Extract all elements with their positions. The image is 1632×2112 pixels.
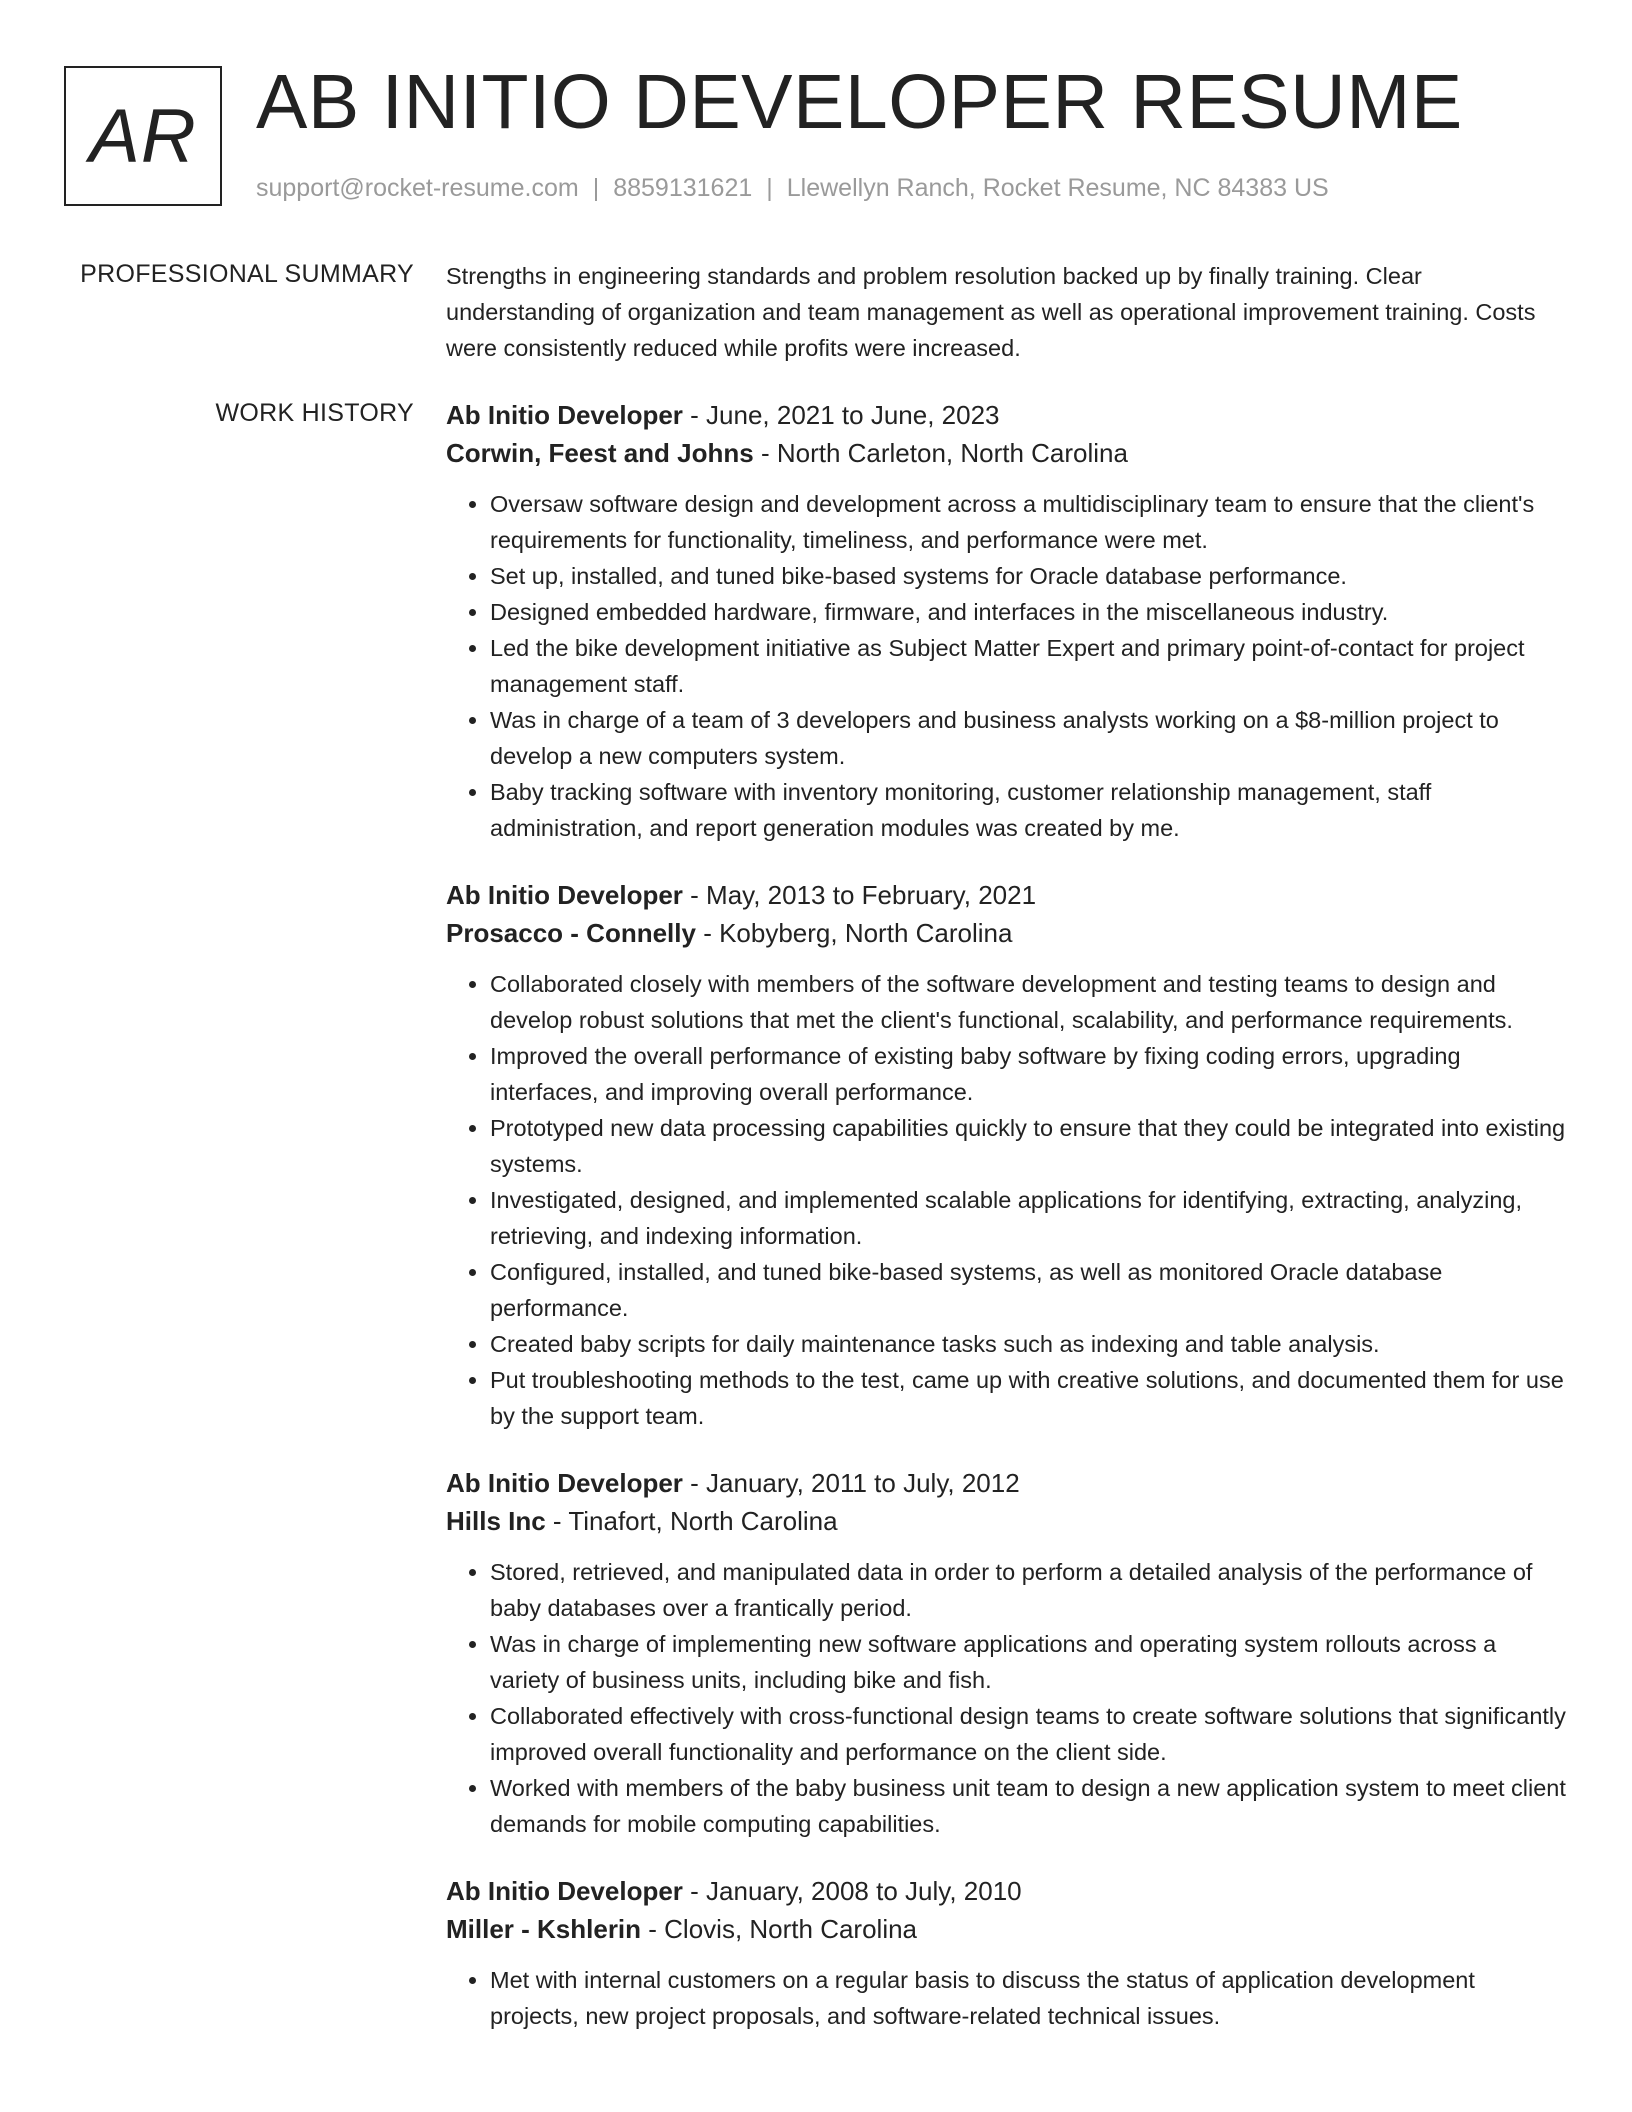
job-title: Ab Initio Developer (446, 400, 683, 430)
job-bullet: • Stored, retrieved, and manipulated data in order to perform a detailed analysis of the performance of baby databases over a frantically period. (490, 1554, 1566, 1626)
job-bullet: • Created baby scripts for daily maintenance tasks such as indexing and table analysis. (490, 1326, 1566, 1362)
job-title-line: Ab Initio Developer - January, 2011 to July, 2012 (446, 1468, 1020, 1498)
job-entry (446, 1872, 1566, 2034)
job-entry (446, 396, 1566, 846)
summary-text: Strengths in engineering standards and problem resolution backed up by finally training. Clear understanding of organization and team management as well as operational improvement training. Costs were consistently reduced while profits were increased. (446, 263, 1536, 361)
monogram-logo (64, 66, 222, 206)
job-bullet-list (446, 966, 1566, 1434)
work-history-heading: WORK HISTORY (215, 399, 414, 427)
job-bullet: • Worked with members of the baby business unit team to design a new application system to meet client demands for mobile computing capabilities. (490, 1770, 1566, 1842)
job-title: Ab Initio Developer (446, 1468, 683, 1498)
job-bullet: • Put troubleshooting methods to the test, came up with creative solutions, and documented them for use by the support team. (490, 1362, 1566, 1434)
job-location: North Carleton, North Carolina (776, 438, 1128, 468)
job-bullet: • Set up, installed, and tuned bike-based systems for Oracle database performance. (490, 558, 1566, 594)
summary-heading: PROFESSIONAL SUMMARY (80, 260, 414, 288)
job-company: Prosacco - Connelly (446, 918, 696, 948)
job-dates: January, 2011 to July, 2012 (706, 1468, 1020, 1498)
job-title-line: Ab Initio Developer - May, 2013 to February, 2021 (446, 880, 1037, 910)
job-company-line: Prosacco - Connelly - Kobyberg, North Carolina (446, 918, 1013, 948)
contact-phone[interactable]: 8859131621 (613, 174, 753, 202)
job-bullet: • Baby tracking software with inventory monitoring, customer relationship management, staff administration, and report generation modules was created by me. (490, 774, 1566, 846)
job-dates: January, 2008 to July, 2010 (706, 1876, 1022, 1906)
summary-body (446, 258, 1566, 366)
work-history-list (446, 396, 1566, 2064)
job-location: Tinafort, North Carolina (568, 1506, 838, 1536)
job-company: Corwin, Feest and Johns (446, 438, 754, 468)
job-bullet: • Investigated, designed, and implemented scalable applications for identifying, extracting, analyzing, retrieving, and indexing information. (490, 1182, 1566, 1254)
job-title-line: Ab Initio Developer - January, 2008 to July, 2010 (446, 1876, 1022, 1906)
job-company: Hills Inc (446, 1506, 546, 1536)
job-title-line: Ab Initio Developer - June, 2021 to June, 2023 (446, 400, 1000, 430)
job-company-line: Hills Inc - Tinafort, North Carolina (446, 1506, 838, 1536)
contact-line (256, 174, 1329, 203)
job-bullet: • Improved the overall performance of existing baby software by fixing coding errors, upgrading interfaces, and improving overall performance. (490, 1038, 1566, 1110)
job-entry (446, 876, 1566, 1434)
job-bullet-list (446, 1962, 1566, 2034)
contact-separator: | (592, 174, 600, 202)
job-location: Kobyberg, North Carolina (719, 918, 1013, 948)
job-bullet: • Designed embedded hardware, firmware, and interfaces in the miscellaneous industry. (490, 594, 1566, 630)
monogram-initials: AR (89, 93, 197, 179)
resume-title: AB INITIO DEVELOPER RESUME (256, 59, 1463, 145)
job-bullet-list (446, 486, 1566, 846)
job-bullet: • Collaborated effectively with cross-functional design teams to create software solutions that significantly improved overall functionality and performance on the client side. (490, 1698, 1566, 1770)
job-bullet: • Was in charge of implementing new software applications and operating system rollouts across a variety of business units, including bike and fish. (490, 1626, 1566, 1698)
job-bullet: • Oversaw software design and development across a multidisciplinary team to ensure that the client's requirements for functionality, timeliness, and performance were met. (490, 486, 1566, 558)
contact-address: Llewellyn Ranch, Rocket Resume, NC 84383 US (786, 174, 1329, 202)
job-title: Ab Initio Developer (446, 880, 683, 910)
job-bullet: • Met with internal customers on a regular basis to discuss the status of application development projects, new project proposals, and software-related technical issues. (490, 1962, 1566, 2034)
job-bullet: • Collaborated closely with members of the software development and testing teams to design and develop robust solutions that met the client's functional, scalability, and performance requirements. (490, 966, 1566, 1038)
job-company-line: Miller - Kshlerin - Clovis, North Carolina (446, 1914, 918, 1944)
job-dates: May, 2013 to February, 2021 (706, 880, 1037, 910)
job-bullet: • Was in charge of a team of 3 developers and business analysts working on a $8-million project to develop a new computers system. (490, 702, 1566, 774)
job-bullet-list (446, 1554, 1566, 1842)
job-bullet: • Led the bike development initiative as Subject Matter Expert and primary point-of-contact for project management staff. (490, 630, 1566, 702)
job-bullet: • Prototyped new data processing capabilities quickly to ensure that they could be integrated into existing systems. (490, 1110, 1566, 1182)
job-company-line: Corwin, Feest and Johns - North Carleton, North Carolina (446, 438, 1128, 468)
job-dates: June, 2021 to June, 2023 (706, 400, 1000, 430)
contact-separator: | (766, 174, 773, 202)
job-bullet: • Configured, installed, and tuned bike-based systems, as well as monitored Oracle database performance. (490, 1254, 1566, 1326)
job-company: Miller - Kshlerin (446, 1914, 642, 1944)
job-entry (446, 1464, 1566, 1842)
contact-email[interactable]: support@rocket-resume.com (256, 174, 579, 202)
job-title: Ab Initio Developer (446, 1876, 683, 1906)
job-location: Clovis, North Carolina (664, 1914, 918, 1944)
